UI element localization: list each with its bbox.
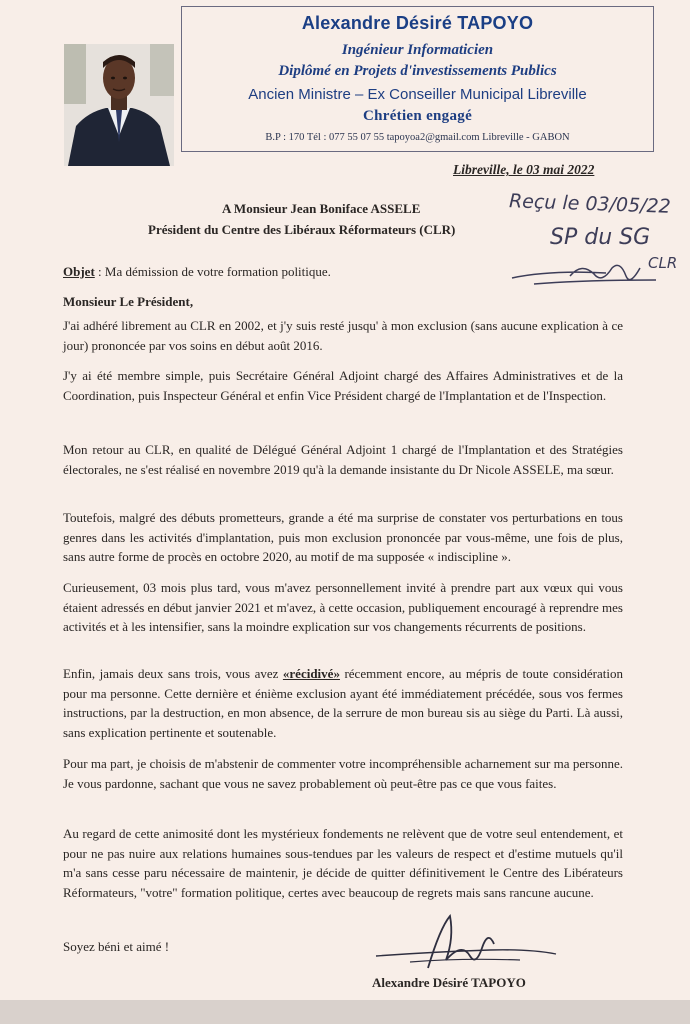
letter-date: Libreville, le 03 mai 2022: [453, 162, 595, 177]
recidive-emphasis: «récidivé»: [282, 666, 340, 681]
author-name-heading: Alexandre Désiré TAPOYO: [301, 13, 534, 33]
subject-label: Objet: [63, 264, 95, 279]
paragraph-5: Curieusement, 03 mois plus tard, vous m'avez personnellement invité à prendre part aux vœux qui vous étaient adressés en début janvier 2021 et m'avez, à cette occasion, publiquement encouragé à reprendre mes activités et à les intensifier, sans la moindre explication sur vos changements récurrents de positions.: [63, 580, 623, 634]
bottom-border: [0, 1000, 690, 1024]
received-signature-scribble: [510, 256, 660, 290]
paragraph-6: [63, 664, 623, 742]
paragraph-6-start: Enfin, jamais deux sans trois, vous avez: [63, 666, 283, 681]
portrait-image: [64, 44, 174, 166]
paragraph-1: J'ai adhéré librement au CLR en 2002, et j'y suis resté jusqu' à mon exclusion (sans aucune explication à ce jour) prononcée par vos soins en début août 2016.: [63, 318, 623, 353]
letterhead: [181, 6, 654, 152]
handwritten-party-note: CLR: [648, 254, 678, 272]
paragraph-7: Pour ma part, je choisis de m'abstenir de commenter votre incompréhensible acharnement sur ma personne. Je vous pardonne, sachant que vous ne savez probablement où peut-être pas ce que vous faites.: [63, 756, 623, 791]
recipient-line-1: A Monsieur Jean Boniface ASSELE: [222, 201, 421, 216]
letter-subject: [63, 264, 331, 280]
paragraph-2: J'y ai été membre simple, puis Secrétaire Général Adjoint chargé des Affaires Administratives et de la Coordination, puis Inspecteur Général et enfin Vice Président chargé de l'Implantation et de l'Inspection.: [63, 368, 623, 403]
author-former-roles: Ancien Ministre – Ex Conseiller Municipal Libreville: [248, 86, 587, 103]
paragraph-6-end: récemment encore, au mépris de toute considération pour ma personne. Cette dernière et énième exclusion ayant été immédiatement précédée, sous vos fermes instructions, par la destruction, en mon absence, de la serrure de mon bureau sis au siège du Parti. Là aussi, sans explication pertinente et soutenable.: [63, 666, 623, 740]
salutation: Monsieur Le Président,: [63, 294, 194, 309]
signatory-name: Alexandre Désiré TAPOYO: [372, 975, 526, 990]
closing-line: Soyez béni et aimé !: [63, 939, 170, 954]
author-photo: [64, 44, 174, 166]
paragraph-3: Mon retour au CLR, en qualité de Délégué Général Adjoint 1 chargé de l'Implantation et des Stratégies électorales, ne s'est réalisé en novembre 2019 qu'à la demande insistante du Dr Nicole ASSELE, ma sœur.: [63, 442, 623, 477]
author-diploma: Diplômé en Projets d'investissements Publics: [278, 63, 557, 79]
handwritten-signature: [370, 908, 560, 978]
paragraph-4: Toutefois, malgré des débuts prometteurs, grande a été ma surprise de constater vos perturbations en tous genres dans les activités d'implantation, puis mon exclusion prononcée par vous-même, une fois de plus, sans autre forme de procès en octobre 2020, au motif de ma supposée « indiscipline ».: [63, 510, 623, 564]
paragraph-8: Au regard de cette animosité dont les mystérieux fondements ne relèvent que de votre seul entendement, et pour ne pas nuire aux relations humaines sous-tendues par les valeurs de respect et d'estime mutuels qu'il m'a sans cesse paru nécessaire de maintenir, je décide de quitter définitivement le Centre des Libérateurs Réformateurs, "votre" formation politique, certes avec beaucoup de regrets mais sans rancune aucune.: [63, 826, 623, 900]
handwritten-office-note: SP du SG: [550, 225, 651, 250]
author-contact: B.P : 170 Tél : 077 55 07 55 tapoyoa2@gmail.com Libreville - GABON: [265, 132, 570, 143]
author-title: Ingénieur Informaticien: [341, 42, 494, 58]
recipient-line-2: Président du Centre des Libéraux Réformateurs (CLR): [148, 222, 456, 237]
subject-text: : Ma démission de votre formation politique.: [94, 264, 331, 279]
author-faith: Chrétien engagé: [362, 108, 473, 124]
handwritten-received-note: Reçu le 03/05/22: [508, 190, 672, 218]
